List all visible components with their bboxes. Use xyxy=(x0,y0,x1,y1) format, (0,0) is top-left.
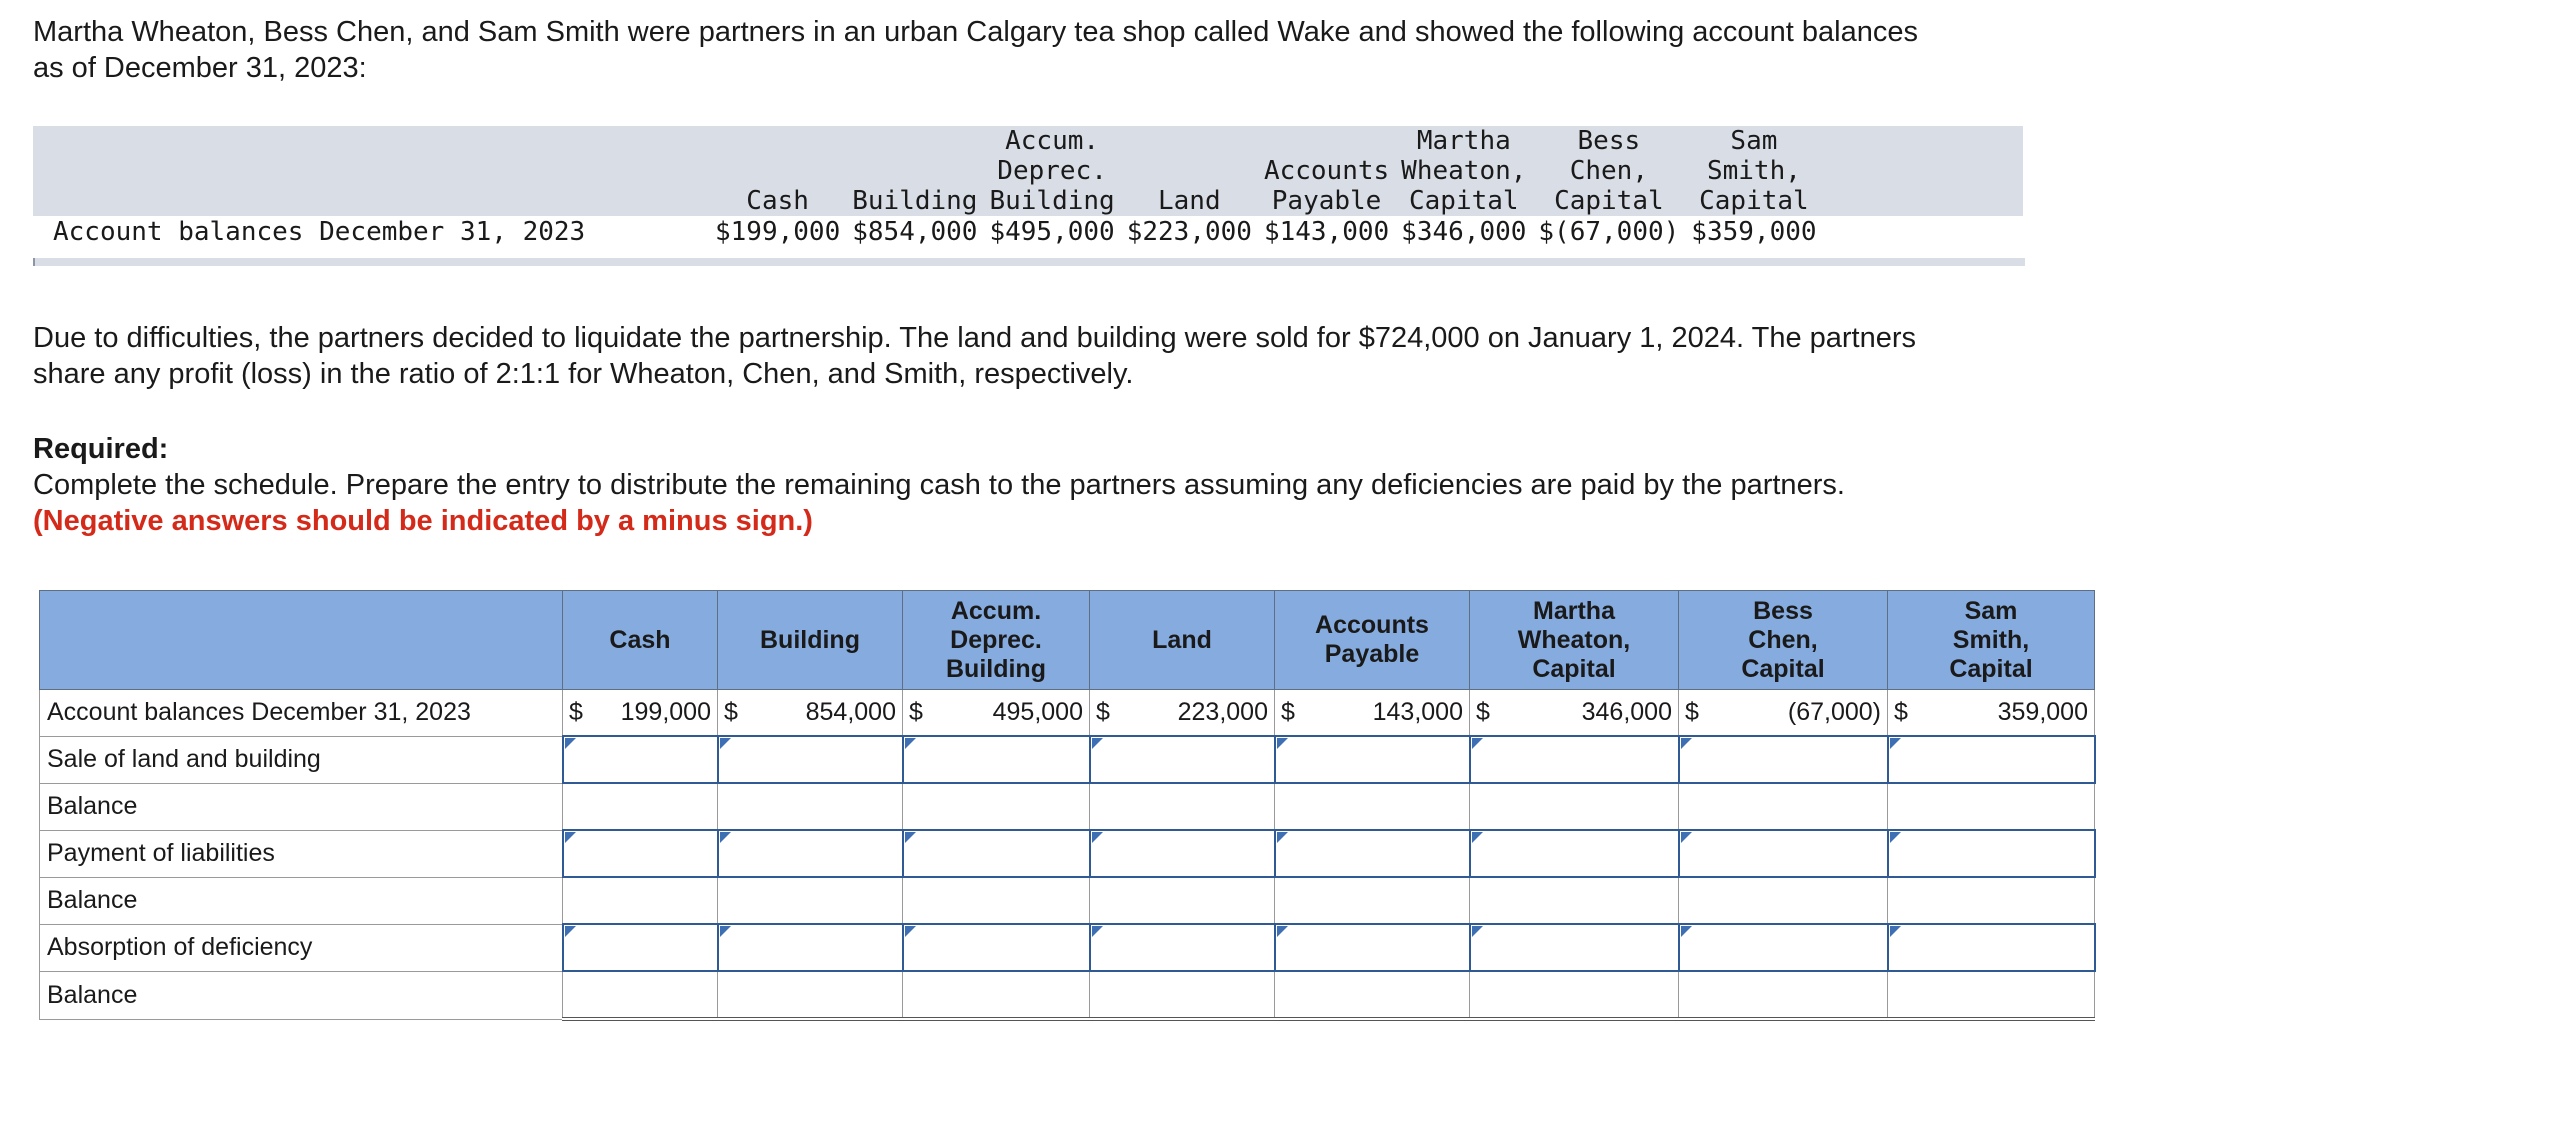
balance-cell-bess-chen-capital[interactable] xyxy=(1679,877,1888,924)
balance-cell-building[interactable] xyxy=(718,971,903,1019)
balance-cell-accounts-payable[interactable] xyxy=(1275,877,1470,924)
balance-cell-martha-wheaton-capital[interactable] xyxy=(1470,783,1679,830)
mono-value-sam-smith-capital: $359,000 xyxy=(1691,217,1817,247)
input-cell-martha-wheaton-capital[interactable] xyxy=(1470,736,1679,783)
row-label: Balance xyxy=(40,783,563,830)
mono-header-blank xyxy=(33,126,715,216)
input-cell-accum-deprec-building[interactable] xyxy=(903,830,1090,877)
mono-value-bess-chen-capital: $(67,000) xyxy=(1538,217,1680,247)
input-cell-accum-deprec-building[interactable] xyxy=(903,924,1090,971)
balance-cell-cash[interactable] xyxy=(563,971,718,1019)
mono-value-land: $223,000 xyxy=(1126,217,1252,247)
input-cell-building[interactable] xyxy=(718,830,903,877)
balance-cell-bess-chen-capital[interactable] xyxy=(1679,783,1888,830)
mono-header-accum-deprec-building: Accum. Deprec. Building xyxy=(989,126,1115,216)
cell-accounts-payable xyxy=(1275,690,1470,737)
column-header-land: Land xyxy=(1090,591,1275,690)
amount xyxy=(1685,698,1881,727)
column-header-martha-wheaton-capital: Martha Wheaton, Capital xyxy=(1470,591,1679,690)
mono-value-accum-deprec-building: $495,000 xyxy=(989,217,1115,247)
input-cell-land[interactable] xyxy=(1090,830,1275,877)
mono-header-bess-chen-capital: Bess Chen, Capital xyxy=(1554,126,1664,216)
input-cell-bess-chen-capital[interactable] xyxy=(1679,924,1888,971)
amount-value: 223,000 xyxy=(1177,698,1268,726)
balance-cell-accum-deprec-building[interactable] xyxy=(903,971,1090,1019)
input-cell-accounts-payable[interactable] xyxy=(1275,830,1470,877)
mono-header-building: Building xyxy=(852,186,978,216)
intro-paragraph: Martha Wheaton, Bess Chen, and Sam Smith were partners in an urban Calgary tea shop called Wake and showed the following account balances as of December 31, 2023: xyxy=(33,16,1918,84)
balance-cell-land[interactable] xyxy=(1090,971,1275,1019)
amount-value: 346,000 xyxy=(1581,698,1672,726)
column-header-building: Building xyxy=(718,591,903,690)
row-label: Payment of liabilities xyxy=(40,830,563,877)
mono-value-accounts-payable: $143,000 xyxy=(1263,217,1390,247)
cell-bess-chen-capital xyxy=(1679,690,1888,737)
balances-data-block xyxy=(33,126,2023,274)
currency-symbol: $ xyxy=(1096,698,1110,726)
row-label: Balance xyxy=(40,877,563,924)
amount-value: (67,000) xyxy=(1787,698,1881,726)
input-cell-martha-wheaton-capital[interactable] xyxy=(1470,830,1679,877)
required-instructions xyxy=(33,467,1933,539)
mono-header-land: Land xyxy=(1158,186,1221,216)
balance-cell-cash[interactable] xyxy=(563,877,718,924)
table-row xyxy=(40,830,2095,877)
amount xyxy=(724,698,896,727)
currency-symbol: $ xyxy=(724,698,738,726)
mono-value-building: $854,000 xyxy=(852,217,978,247)
amount-value: 199,000 xyxy=(620,698,711,726)
balance-cell-building[interactable] xyxy=(718,877,903,924)
mono-row-label: Account balances December 31, 2023 xyxy=(53,217,586,247)
balance-cell-martha-wheaton-capital[interactable] xyxy=(1470,971,1679,1019)
row-label: Sale of land and building xyxy=(40,736,563,783)
currency-symbol: $ xyxy=(569,698,583,726)
cell-sam-smith-capital xyxy=(1888,690,2095,737)
row-label: Balance xyxy=(40,971,563,1019)
currency-symbol: $ xyxy=(1476,698,1490,726)
amount xyxy=(909,698,1083,727)
input-cell-sam-smith-capital[interactable] xyxy=(1888,924,2095,971)
balance-cell-accounts-payable[interactable] xyxy=(1275,971,1470,1019)
input-cell-cash[interactable] xyxy=(563,924,718,971)
input-cell-accounts-payable[interactable] xyxy=(1275,924,1470,971)
input-cell-sam-smith-capital[interactable] xyxy=(1888,736,2095,783)
cell-cash xyxy=(563,690,718,737)
input-cell-building[interactable] xyxy=(718,736,903,783)
input-cell-sam-smith-capital[interactable] xyxy=(1888,830,2095,877)
balance-cell-sam-smith-capital[interactable] xyxy=(1888,783,2095,830)
balance-cell-bess-chen-capital[interactable] xyxy=(1679,971,1888,1019)
mono-value-martha-wheaton-capital: $346,000 xyxy=(1401,217,1527,247)
amount xyxy=(1476,698,1672,727)
cell-martha-wheaton-capital xyxy=(1470,690,1679,737)
mono-header-accounts-payable: Accounts Payable xyxy=(1263,156,1390,216)
bottom-band xyxy=(33,258,2025,266)
amount-value: 495,000 xyxy=(992,698,1083,726)
balance-cell-sam-smith-capital[interactable] xyxy=(1888,877,2095,924)
balance-cell-accounts-payable[interactable] xyxy=(1275,783,1470,830)
currency-symbol: $ xyxy=(1894,698,1908,726)
currency-symbol: $ xyxy=(909,698,923,726)
column-header-accounts-payable: Accounts Payable xyxy=(1275,591,1470,690)
balances-mono-table xyxy=(33,126,1829,248)
table-row xyxy=(40,877,2095,924)
mono-header-cash: Cash xyxy=(746,186,809,216)
cell-land xyxy=(1090,690,1275,737)
balance-cell-martha-wheaton-capital[interactable] xyxy=(1470,877,1679,924)
table-row xyxy=(40,783,2095,830)
amount xyxy=(1096,698,1268,727)
balance-cell-accum-deprec-building[interactable] xyxy=(903,783,1090,830)
amount xyxy=(1281,698,1463,727)
input-cell-accounts-payable[interactable] xyxy=(1275,736,1470,783)
negative-answers-note: (Negative answers should be indicated by a minus sign.) xyxy=(33,505,813,537)
table-row xyxy=(40,971,2095,1019)
input-cell-martha-wheaton-capital[interactable] xyxy=(1470,924,1679,971)
table-row xyxy=(40,736,2095,783)
balance-cell-building[interactable] xyxy=(718,783,903,830)
column-header-accum-deprec-building: Accum. Deprec. Building xyxy=(903,591,1090,690)
table-row-opening-balances xyxy=(40,690,2095,737)
balance-cell-land[interactable] xyxy=(1090,783,1275,830)
column-header-blank xyxy=(40,591,563,690)
currency-symbol: $ xyxy=(1685,698,1699,726)
input-cell-cash[interactable] xyxy=(563,830,718,877)
cell-accum-deprec-building xyxy=(903,690,1090,737)
liquidation-paragraph: Due to difficulties, the partners decided to liquidate the partnership. The land and building were sold for $724,000 on January 1, 2024. The partners share any profit (loss) in the ratio of 2:1:1 for Wheaton, Chen, and Smith, respectively. xyxy=(33,322,1917,390)
amount-value: 143,000 xyxy=(1372,698,1463,726)
required-body-text: Complete the schedule. Prepare the entry to distribute the remaining cash to the partners assuming any deficiencies are paid by the partners. xyxy=(33,469,1845,501)
row-label: Absorption of deficiency xyxy=(40,924,563,971)
column-header-sam-smith-capital: Sam Smith, Capital xyxy=(1888,591,2095,690)
balance-cell-sam-smith-capital[interactable] xyxy=(1888,971,2095,1019)
table-row xyxy=(40,924,2095,971)
input-cell-land[interactable] xyxy=(1090,736,1275,783)
input-cell-accum-deprec-building[interactable] xyxy=(903,736,1090,783)
input-cell-cash[interactable] xyxy=(563,736,718,783)
required-heading: Required: xyxy=(33,433,169,465)
mono-header-martha-wheaton-capital: Martha Wheaton, Capital xyxy=(1401,126,1527,216)
balance-cell-accum-deprec-building[interactable] xyxy=(903,877,1090,924)
amount-value: 854,000 xyxy=(805,698,896,726)
currency-symbol: $ xyxy=(1281,698,1295,726)
amount-value: 359,000 xyxy=(1997,698,2088,726)
balance-cell-land[interactable] xyxy=(1090,877,1275,924)
mono-value-cash: $199,000 xyxy=(715,217,841,247)
balance-cell-cash[interactable] xyxy=(563,783,718,830)
input-cell-bess-chen-capital[interactable] xyxy=(1679,736,1888,783)
liquidation-schedule xyxy=(39,590,2096,1021)
cell-building xyxy=(718,690,903,737)
amount xyxy=(569,698,711,727)
input-cell-land[interactable] xyxy=(1090,924,1275,971)
input-cell-building[interactable] xyxy=(718,924,903,971)
row-label: Account balances December 31, 2023 xyxy=(40,690,563,737)
input-cell-bess-chen-capital[interactable] xyxy=(1679,830,1888,877)
column-header-cash: Cash xyxy=(563,591,718,690)
amount xyxy=(1894,698,2088,727)
column-header-bess-chen-capital: Bess Chen, Capital xyxy=(1679,591,1888,690)
mono-header-sam-smith-capital: Sam Smith, Capital xyxy=(1699,126,1809,216)
